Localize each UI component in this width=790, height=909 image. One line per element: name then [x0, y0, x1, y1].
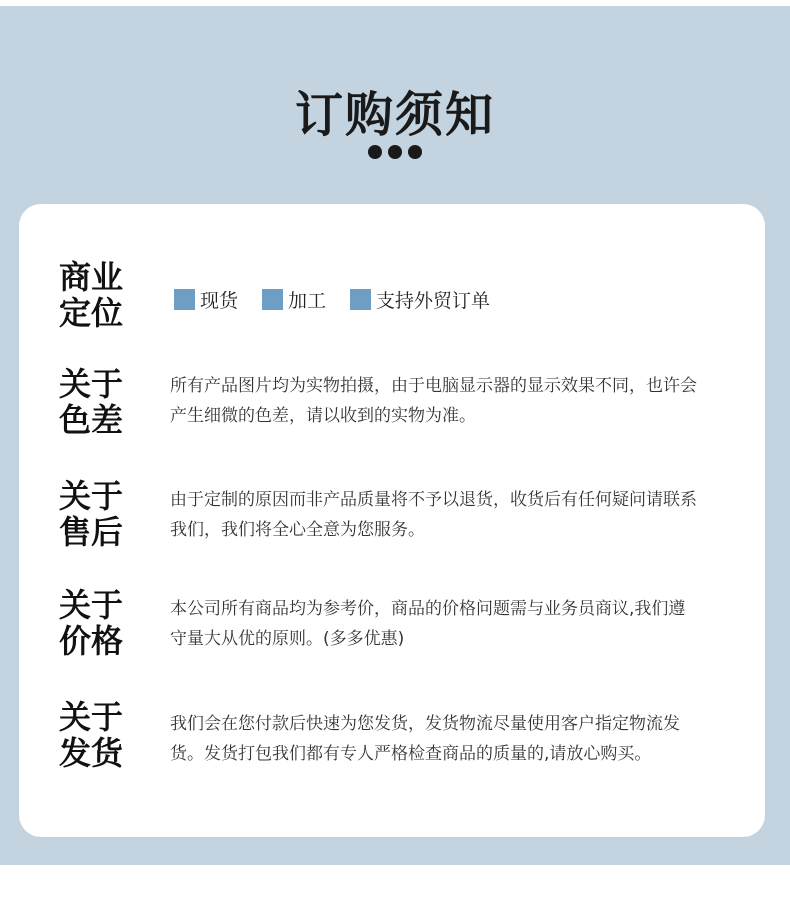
label-line: 商业: [59, 258, 124, 296]
label-line: 价格: [59, 622, 124, 660]
section-text: [170, 485, 752, 545]
tag-list: [174, 286, 514, 313]
notice-card: [19, 204, 765, 837]
section-label: [59, 259, 131, 331]
section-label: [59, 699, 131, 771]
tag-item: [174, 286, 238, 313]
text-line: 所有产品图片均为实物拍摄，由于电脑显示器的显示效果不同，也许会: [170, 376, 697, 396]
tag-label: 现货: [200, 290, 239, 312]
text-line: 我们，我们将全心全意为您服务。: [170, 520, 425, 540]
text-line: 本公司所有商品均为参考价，商品的价格问题需与业务员商议,我们遵: [170, 599, 686, 619]
tag-square-icon: [262, 289, 283, 310]
title-dots: [0, 144, 790, 163]
label-line: 发货: [59, 734, 124, 772]
label-line: 关于: [59, 477, 124, 515]
section-text: [170, 371, 752, 431]
dot: [408, 145, 422, 159]
dot: [368, 145, 382, 159]
section-label: [59, 366, 131, 438]
text-line: 守量大从优的原则。(多多优惠): [170, 629, 405, 649]
background-panel: [0, 6, 790, 865]
section-text: [170, 594, 752, 654]
tag-item: [262, 286, 326, 313]
label-line: 关于: [59, 586, 124, 624]
tag-label: 加工: [288, 290, 327, 312]
text-line: 由于定制的原因而非产品质量将不予以退货，收货后有任何疑问请联系: [170, 490, 697, 510]
label-line: 关于: [59, 365, 124, 403]
section-label: [59, 587, 131, 659]
tag-square-icon: [174, 289, 195, 310]
section-text: [170, 709, 752, 769]
dot: [388, 145, 402, 159]
page-title: 订购须知: [294, 87, 495, 143]
section-label: [59, 478, 131, 550]
tag-label: 支持外贸订单: [376, 290, 491, 312]
text-line: 货。发货打包我们都有专人严格检查商品的质量的,请放心购买。: [170, 744, 652, 764]
text-line: 产生细微的色差，请以收到的实物为准。: [170, 406, 476, 426]
label-line: 定位: [59, 294, 124, 332]
label-line: 色差: [59, 401, 124, 439]
label-line: 售后: [59, 513, 124, 551]
tag-item: [350, 286, 490, 313]
text-line: 我们会在您付款后快速为您发货，发货物流尽量使用客户指定物流发: [170, 714, 680, 734]
tag-square-icon: [350, 289, 371, 310]
label-line: 关于: [59, 698, 124, 736]
